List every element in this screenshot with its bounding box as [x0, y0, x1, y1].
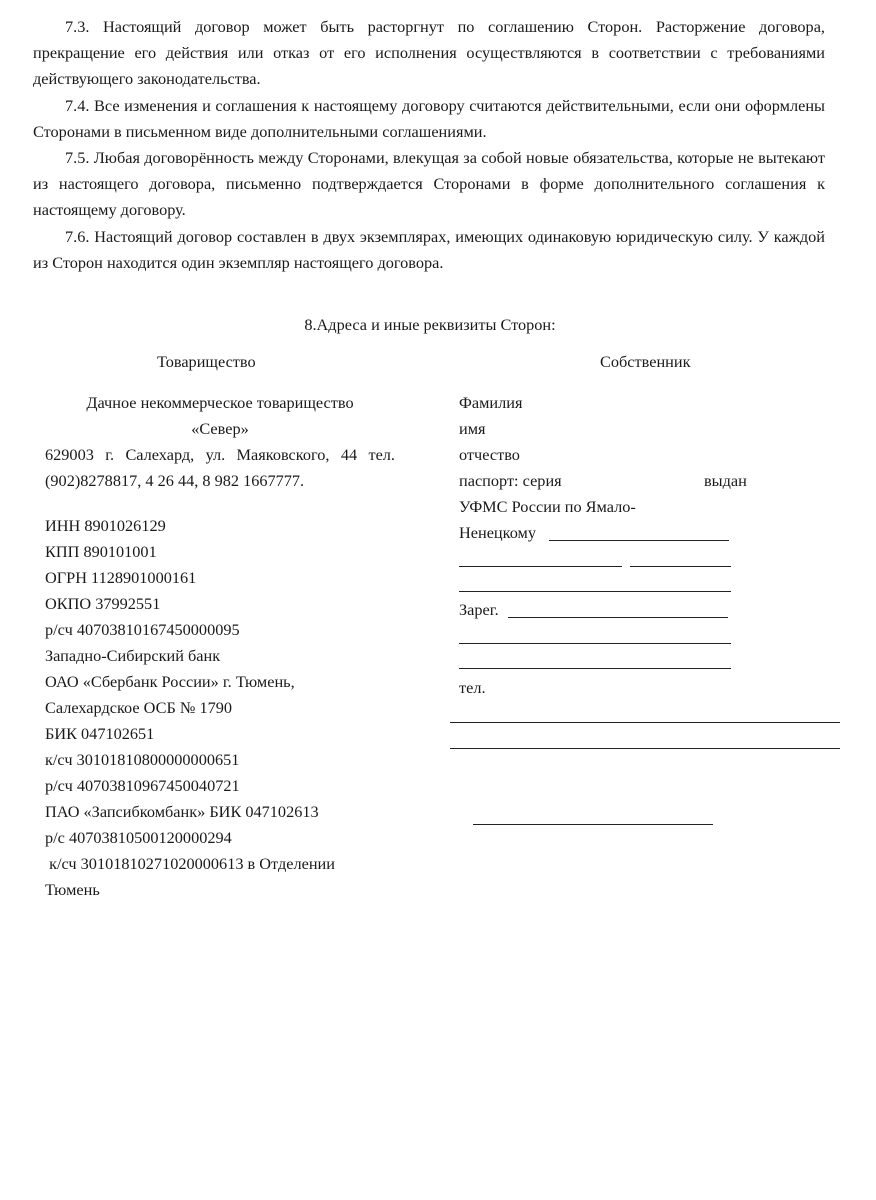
blank-line-6	[450, 748, 840, 749]
detail-bank-zapsib: ПАО «Запсибкомбанк» БИК 047102613	[45, 802, 319, 821]
detail-bank-1: Западно-Сибирский банк	[45, 646, 221, 665]
section-8-heading: 8.Адреса и иные реквизиты Сторон:	[304, 315, 556, 334]
detail-ogrn: ОГРН 1128901000161	[45, 568, 197, 587]
issuer-underline	[549, 540, 729, 541]
owner-issued-label: выдан	[704, 471, 747, 490]
owner-passport-series-label: паспорт: серия	[459, 471, 562, 490]
clause-7-6: 7.6. Настоящий договор составлен в двух экземплярах, имеющих одинаковую юридическую силу. У каждой из Сторон находится один экземпляр настоящего договора.	[33, 227, 825, 272]
owner-title: Собственник	[600, 352, 691, 371]
detail-account-2: р/сч 40703810967450040721	[45, 776, 240, 795]
detail-bik-1: БИК 047102651	[45, 724, 155, 743]
owner-issuer-line1: УФМС России по Ямало-	[459, 497, 636, 516]
detail-account-1: р/сч 40703810167450000095	[45, 620, 240, 639]
clause-7-4: 7.4. Все изменения и соглашения к настоящему договору считаются действительными, если они оформлены Сторонами в письменном виде дополнительными соглашениями.	[33, 96, 825, 141]
owner-issuer-line2: Ненецкому	[459, 523, 536, 542]
blank-line-3	[459, 643, 731, 644]
org-name-line2: «Север»	[191, 419, 249, 438]
clause-7-5: 7.5. Любая договорённость между Сторонами, влекущая за собой новые обязательства, которые не вытекают из настоящего договора, письменно подтверждается Сторонами в форме дополнительного соглашения к настоящему договору.	[33, 148, 825, 219]
detail-corr-account-2: к/сч 30101810271020000613 в Отделении	[45, 854, 335, 873]
signature-line	[473, 824, 713, 825]
partnership-title: Товарищество	[157, 352, 256, 371]
registered-underline	[508, 617, 728, 618]
detail-kpp: КПП 890101001	[45, 542, 157, 561]
blank-line-2	[459, 591, 731, 592]
detail-account-3: р/с 40703810500120000294	[45, 828, 232, 847]
org-address: 629003 г. Салехард, ул. Маяковского, 44 тел. (902)8278817, 4 26 44, 8 982 1667777.	[45, 445, 395, 490]
owner-name-label: имя	[459, 419, 486, 438]
owner-registered-label: Зарег.	[459, 600, 499, 619]
detail-bank-2: ОАО «Сбербанк России» г. Тюмень,	[45, 672, 295, 691]
partnership-org-block	[45, 390, 395, 494]
owner-surname-label: Фамилия	[459, 393, 523, 412]
owner-patronymic-label: отчество	[459, 445, 520, 464]
detail-branch: Салехардское ОСБ № 1790	[45, 698, 233, 717]
detail-okpo: ОКПО 37992551	[45, 594, 161, 613]
blank-line-4	[459, 668, 731, 669]
blank-line-1a	[459, 566, 622, 567]
clause-7-3: 7.3. Настоящий договор может быть расторгнут по соглашению Сторон. Расторжение договора, прекращение его действия или отказ от его исполнения осуществляются в соответствии с требованиями действующего законодательства.	[33, 17, 825, 88]
detail-inn: ИНН 8901026129	[45, 516, 166, 535]
detail-city: Тюмень	[45, 880, 100, 899]
org-name-line1: Дачное некоммерческое товарищество	[86, 393, 354, 412]
owner-phone-label: тел.	[459, 678, 486, 697]
blank-line-5	[450, 722, 840, 723]
blank-line-1b	[630, 566, 731, 567]
detail-corr-account-1: к/сч 30101810800000000651	[45, 750, 240, 769]
